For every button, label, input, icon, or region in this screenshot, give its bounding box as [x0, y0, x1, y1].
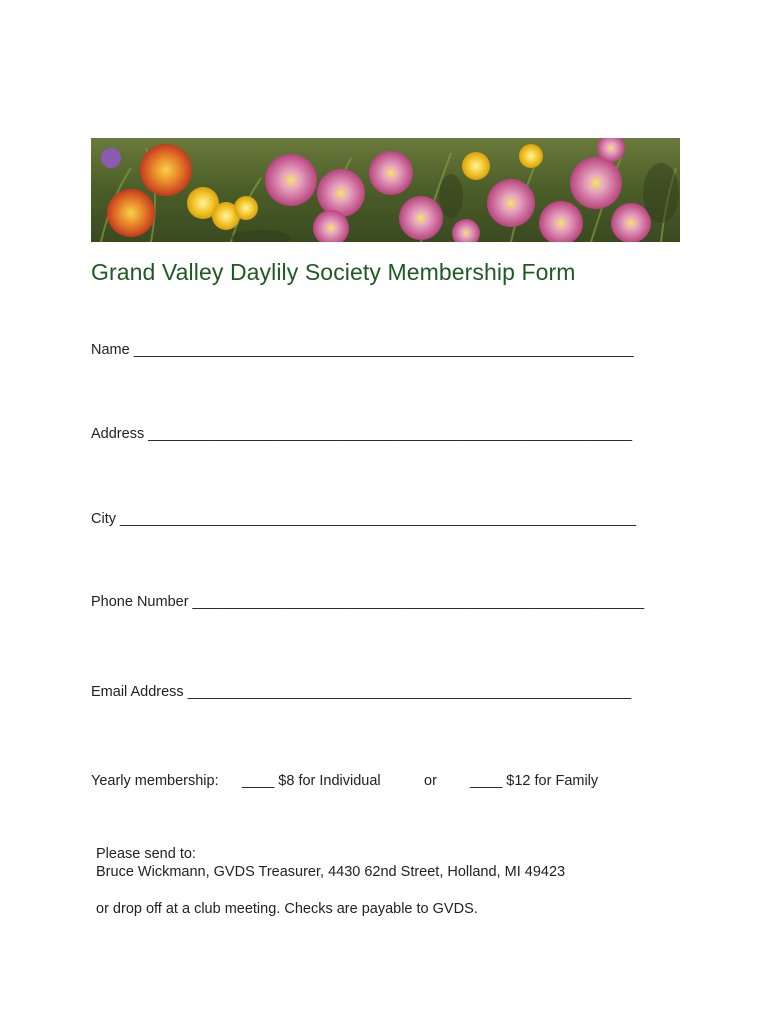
- treasurer-address: Bruce Wickmann, GVDS Treasurer, 4430 62nd Street, Holland, MI 49423: [96, 864, 566, 880]
- daylily-flowers-photo: [91, 138, 680, 242]
- phone-label: Phone Number: [91, 594, 189, 610]
- phone-field[interactable]: [91, 594, 644, 610]
- email-blank-line[interactable]: _______________________________________________________: [187, 684, 632, 700]
- or-text: or: [424, 773, 437, 789]
- address-label: Address: [91, 426, 145, 442]
- name-blank-line[interactable]: ______________________________________________________________: [133, 342, 634, 358]
- family-option[interactable]: ____ $12 for Family: [470, 773, 599, 789]
- drop-off-note: or drop off at a club meeting. Checks are payable to GVDS.: [96, 901, 478, 917]
- name-label: Name: [91, 342, 130, 358]
- phone-blank-line[interactable]: ________________________________________________________: [192, 594, 645, 610]
- individual-option[interactable]: ____ $8 for Individual: [242, 773, 381, 789]
- name-field[interactable]: [91, 342, 634, 358]
- daylily-banner-image: [91, 138, 680, 242]
- city-blank-line[interactable]: ________________________________________________________________: [119, 511, 637, 527]
- membership-label: Yearly membership:: [91, 773, 219, 789]
- send-to-heading: Please send to:: [96, 846, 196, 862]
- address-field[interactable]: [91, 426, 632, 442]
- city-field[interactable]: [91, 511, 636, 527]
- membership-options: [91, 773, 691, 793]
- city-label: City: [91, 511, 116, 527]
- email-label: Email Address: [91, 684, 184, 700]
- form-title: Grand Valley Daylily Society Membership Form: [91, 259, 576, 285]
- email-field[interactable]: [91, 684, 631, 700]
- address-blank-line[interactable]: ____________________________________________________________: [148, 426, 633, 442]
